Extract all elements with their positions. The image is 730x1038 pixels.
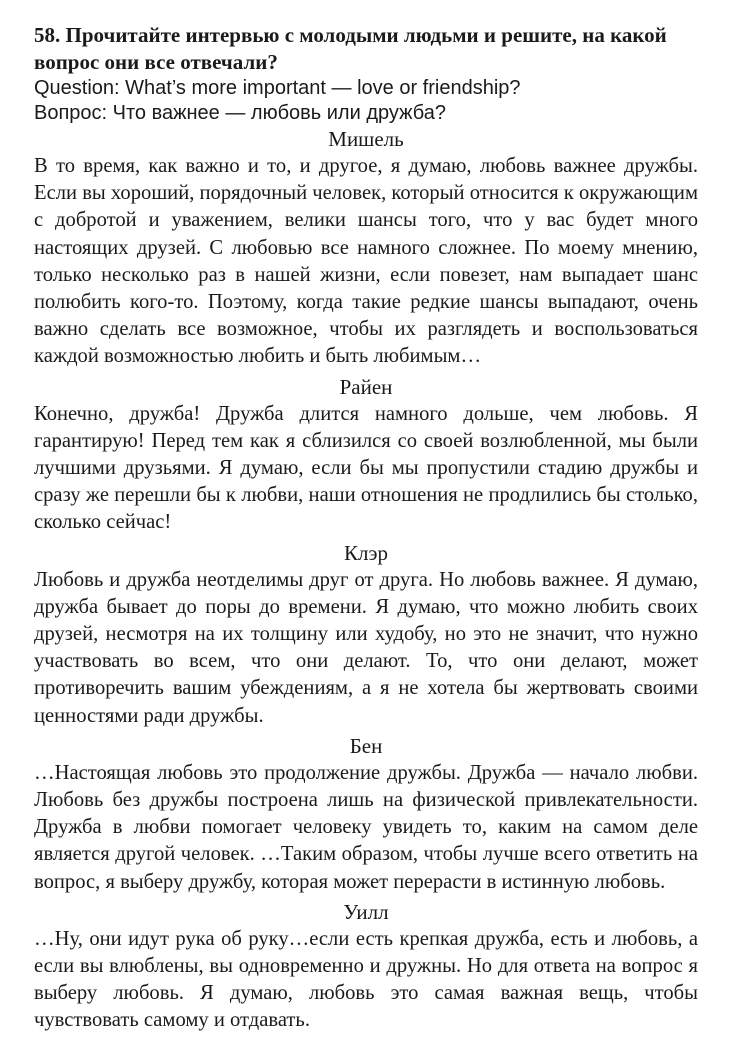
answer-text: В то время, как важно и то, и другое, я думаю, любовь важнее дружбы. Если вы хороший, порядочный человек, который относится к окружающим с добротой и уважением, велики шансы того, что у вас будет много настоящих друзей. С любовью все намного сложнее. По моему мнению, только несколько раз в нашей жизни, если повезет, нам выпадает шанс полюбить кого-то. Поэтому, когда такие редкие шансы выпадают, очень важно сделать все возможное, чтобы их разглядеть и воспользоваться каждой возможностью любить и быть любимым… (34, 155, 698, 368)
answer-block-michelle (34, 126, 698, 371)
textbook-page (34, 22, 698, 1038)
answer-text: …Ну, они идут рука об руку…если есть крепкая дружба, есть и любовь, а если вы влюблены, вы одновременно и дружны. Но для ответа на вопрос я выберу любовь. Я думаю, любовь это самая важная вещь, чтобы чувствовать самому и отдавать. (34, 927, 698, 1032)
answer-text: Конечно, дружба! Дружба длится намного дольше, чем любовь. Я гарантирую! Перед тем как я сблизился со своей возлюбленной, мы были лучшими друзьями. Я думаю, если бы мы пропустили стадию дружбы и сразу же перешли бы к любви, наши отношения не продлились бы столько, сколько сейчас! (34, 402, 698, 534)
answer-block-ben (34, 733, 698, 896)
speaker-name: Бен (349, 733, 383, 758)
speaker-name: Мишель (328, 127, 404, 151)
question-russian: Вопрос: Что важнее — любовь или дружба? (34, 102, 446, 124)
answer-block-ryan (34, 374, 698, 537)
answer-text: …Настоящая любовь это продолжение дружбы. Дружба — начало любви. Любовь без дружбы построена лишь на физической привлекательности. Дружба в любви помогает человеку увидеть то, каким на самом деле является другой человек. …Таким образом, чтобы лучше всего ответить на вопрос, я выберу дружбу, которая может перерасти в истинную любовь. (34, 761, 698, 893)
speaker-name: Клэр (344, 540, 388, 565)
question-english: Question: What’s more important — love or friendship? (34, 77, 521, 99)
answer-text: Любовь и дружба неотделимы друг от друга. Но любовь важнее. Я думаю, дружба бывает до поры до времени. Я думаю, что можно любить своих друзей, несмотря на их толщину или худобу, но это не значит, что нужно участвовать во всем, что они делают. То, что они делают, может противоречить вашим убеждениям, а я не хотела бы жертвовать своими ценностями ради дружбы. (34, 568, 698, 727)
task-heading: 58. Прочитайте интервью с молодыми людьми и решите, на какой вопрос они все отвечали? (34, 23, 667, 74)
speaker-name: Уилл (343, 899, 389, 924)
answer-block-will (34, 899, 698, 1035)
answer-block-claire (34, 540, 698, 730)
speaker-name: Райен (339, 374, 393, 399)
